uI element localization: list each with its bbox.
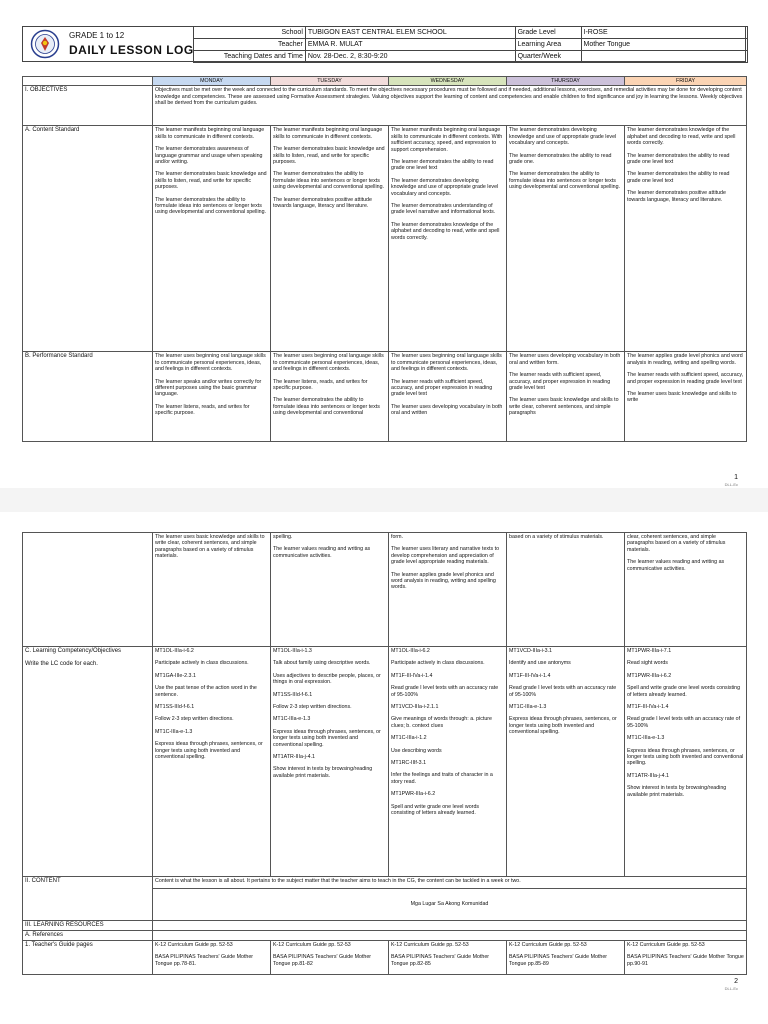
content-label: II. CONTENT xyxy=(23,877,153,921)
references-label: A. References xyxy=(23,931,153,941)
teachers-guide-mon: K-12 Curriculum Guide pp. 52-53 BASA PILIPINAS Teachers' Guide Mother Tongue pp.78-81. xyxy=(153,941,271,975)
document-page-2 xyxy=(0,512,768,1024)
dates-value: Nov. 28-Dec. 2, 8:30-9:20 xyxy=(305,51,515,63)
learning-area-value: Mother Tongue xyxy=(581,39,748,51)
performance-cont-fri: clear, coherent sentences, and simple paragraphs based on a variety of stimulus materials. The learner values reading and writing as communicative activities. xyxy=(625,533,747,647)
content-standard-fri: The learner demonstrates knowledge of the alphabet and decoding to read, write and spell words correctly. The learner demonstrates the ability to read grade one level text The learner demonstrates the ability to read grade one level text The learner demonstrates positive attitude towards language, literacy and literature. xyxy=(625,126,747,352)
references-blank xyxy=(153,931,747,941)
content-title: Mga Lugar Sa Akong Komunidad xyxy=(153,889,747,921)
page-gap xyxy=(0,488,768,512)
performance-standard-tue: The learner uses beginning oral language skills to communicate personal experiences, ideas, and feelings in different contexts. The learner listens, reads, and writes for specific purpose. The learner demonstrates the ability to formulate ideas into sentences or longer texts using developmental and conventional xyxy=(271,352,389,442)
lesson-table-page-1 xyxy=(22,76,747,442)
teacher-value: EMMA R. MULAT xyxy=(305,39,515,51)
document-title: DAILY LESSON LOG xyxy=(69,43,194,57)
school-label: School xyxy=(194,27,306,39)
day-monday: MONDAY xyxy=(153,77,271,86)
teacher-label: Teacher xyxy=(194,39,306,51)
performance-standard-wed: The learner uses beginning oral language skills to communicate personal experiences, ideas, and feelings in different contexts. The learner reads with sufficient speed, accuracy, and proper expression in reading grade level text The learner uses developing vocabulary in both oral and written xyxy=(389,352,507,442)
competency-fri: MT1PWR-IIIa-i-7.1 Read sight words MT1PWR-IIIa-i-6.2 Spell and write grade one level words consisting of letters already learned. MT1F-III-IVa-i-1.4 Read grade I level texts with an accuracy rate of 95-100% MT1C-IIIa-e-1.3 Express ideas through phrases, sentences, or longer texts using both invented and conventional spelling. MT1ATR-IIIa-j-4.1 Show interest in texts by browsing/reading available print materials. xyxy=(625,647,747,877)
objectives-text: Objectives must be met over the week and connected to the curriculum standards. To meet the objectives necessary procedures must be followed and if needed, additional lessons, exercises, and remedial activities may be done for developing content knowledge and competencies. These are assessed using Formative Assessment strategies. Valuing objectives support the learning of content and competencies and enable children to find significance and joy in learning the lessons. Weekly objectives shall be derived from the curriculum guides. xyxy=(153,86,747,126)
performance-cont-thu: based on a variety of stimulus materials. xyxy=(507,533,625,647)
school-value: TUBIGON EAST CENTRAL ELEM SCHOOL xyxy=(305,27,515,39)
content-standard-wed: The learner manifests beginning oral language skills to communicate in different contexts. With sufficient accuracy, speed, and expression to support comprehension. The learner demonstrates the ability to read grade one level text The learner demonstrates developing knowledge and use of appropriate grade level vocabulary and concepts. The learner demonstrates understanding of grade level narrative and informational texts. The learner demonstrates knowledge of the alphabet and decoding to read, write and spell words correctly. xyxy=(389,126,507,352)
content-standard-mon: The learner manifests beginning oral language skills to communicate in different contexts. The learner demonstrates awareness of language grammar and usage when speaking and/or writing. The learner demonstrates basic knowledge and skills to listen, read, and write for specific purposes. The learner demonstrates the ability to formulate ideas into sentences or longer texts using developmental and conventional spelling. xyxy=(153,126,271,352)
quarter-label: Quarter/Week xyxy=(515,51,581,63)
teachers-guide-thu: K-12 Curriculum Guide pp. 52-53 BASA PILIPINAS Teachers' Guide Mother Tongue pp.85-89 xyxy=(507,941,625,975)
performance-standard-mon: The learner uses beginning oral language skills to communicate personal experiences, ideas, and feelings in different contexts. The learner speaks and/or writes correctly for different purposes using the basic grammar language. The learner listens, reads, and writes for specific purpose. xyxy=(153,352,271,442)
objectives-row xyxy=(23,86,747,126)
competency-wed: MT1OL-IIIa-i-6.2 Participate actively in class discussions. MT1F-III-IVa-i-1.4 Read grade I level texts with an accuracy rate of 95-100% MT1VCD-IIIa-i-2.1.1 Give meanings of words through: a. picture clues; b. context clues MT1C-IIIa-i-1.2 Use describing words MT1RC-IIIf-3.1 Infer the feelings and traits of character in a story read. MT1PWR-IIIa-i-6.2 Spell and write grade one level words consisting of letters already learned. xyxy=(389,647,507,877)
performance-standard-thu: The learner uses developing vocabulary in both oral and written form. The learner reads with sufficient speed, accuracy, and proper expression in reading grade level text The learner uses basic knowledge and skills to write clear, coherent sentences, and simple paragraphs xyxy=(507,352,625,442)
grade-range: GRADE 1 to 12 xyxy=(69,31,125,40)
page-mark-2: DLL-Ec xyxy=(724,986,738,991)
content-standard-label: A. Content Standard xyxy=(23,126,153,352)
quarter-value xyxy=(581,51,748,63)
competency-tue: MT1OL-IIIa-i-1.3 Talk about family using descriptive words. Uses adjectives to describe people, places, or things in oral expression. MT1SS-IIId-f-6.1 Follow 2-3 step written directions. MT1C-IIIa-e-1.3 Express ideas through phrases, sentences, or longer texts using both invented and conventional spelling. MT1ATR-IIIa-j-4.1 Show interest in texts by browsing/reading available print materials. xyxy=(271,647,389,877)
performance-standard-fri: The learner applies grade level phonics and word analysis in reading, writing and spelling words. The learner reads with sufficient speed, accuracy, and proper expression in reading grade level text The learner uses basic knowledge and skills to write xyxy=(625,352,747,442)
day-friday: FRIDAY xyxy=(625,77,747,86)
learning-resources-blank xyxy=(153,921,747,931)
lesson-table-page-2 xyxy=(22,532,747,975)
performance-standard-row xyxy=(23,352,747,442)
performance-cont-label-cell xyxy=(23,533,153,647)
dates-label: Teaching Dates and Time xyxy=(194,51,306,63)
day-tuesday: TUESDAY xyxy=(271,77,389,86)
blank-header-cell xyxy=(23,77,153,86)
performance-cont-tue: spelling. The learner values reading and writing as communicative activities. xyxy=(271,533,389,647)
teachers-guide-label: 1. Teacher's Guide pages xyxy=(23,941,153,975)
learning-area-label: Learning Area xyxy=(515,39,581,51)
competency-mon: MT1OL-IIIa-i-6.2 Participate actively in class discussions. MT1GA-IIIe-2.3.1 Use the past tense of the action word in the sentence. MT1SS-IIId-f-6.1 Follow 2-3 step written directions. MT1C-IIIa-e-1.3 Express ideas through phrases, sentences, or longer texts using both invented and conventional spelling. xyxy=(153,647,271,877)
day-wednesday: WEDNESDAY xyxy=(389,77,507,86)
teachers-guide-fri: K-12 Curriculum Guide pp. 52-53 BASA PILIPINAS Teachers' Guide Mother Tongue pp.90-91 xyxy=(625,941,747,975)
header-info-grid xyxy=(193,26,748,63)
day-header-row xyxy=(23,77,747,86)
content-standard-tue: The learner manifests beginning oral language skills to communicate in different contexts. The learner demonstrates basic knowledge and skills to listen, read, and write for specific purposes. The learner demonstrates the ability to formulate ideas into sentences or longer texts using developmental and conventional spelling. The learner demonstrates positive attitude towards language, literacy and literature. xyxy=(271,126,389,352)
content-description-row xyxy=(23,877,747,889)
grade-level-value: I-ROSE xyxy=(581,27,748,39)
content-standard-row xyxy=(23,126,747,352)
page-mark-1: DLL-Ec xyxy=(724,482,738,487)
objectives-label: I. OBJECTIVES xyxy=(23,86,153,126)
page-number-1: 1 xyxy=(734,474,738,481)
competency-row xyxy=(23,647,747,877)
performance-cont-mon: The learner uses basic knowledge and skills to write clear, coherent sentences, and simple paragraphs based on a variety of stimulus materials. xyxy=(153,533,271,647)
day-thursday: THURSDAY xyxy=(507,77,625,86)
performance-standard-cont-row xyxy=(23,533,747,647)
references-row xyxy=(23,931,747,941)
teachers-guide-wed: K-12 Curriculum Guide pp. 52-53 BASA PILIPINAS Teachers' Guide Mother Tongue pp.82-85 xyxy=(389,941,507,975)
grade-level-label: Grade Level xyxy=(515,27,581,39)
learning-resources-row xyxy=(23,921,747,931)
teachers-guide-tue: K-12 Curriculum Guide pp. 52-53 BASA PILIPINAS Teachers' Guide Mother Tongue pp.81-82 xyxy=(271,941,389,975)
page-number-2: 2 xyxy=(734,978,738,985)
deped-seal-icon xyxy=(25,29,65,59)
performance-cont-wed: form. The learner uses literary and narrative texts to develop comprehension and appreciation of grade level appropriate reading materials. The learner applies grade level phonics and word analysis in reading, writing and spelling words. xyxy=(389,533,507,647)
document-page-1 xyxy=(0,0,768,488)
lesson-log-header xyxy=(22,26,746,62)
performance-standard-label: B. Performance Standard xyxy=(23,352,153,442)
competency-label: C. Learning Competency/Objectives Write the LC code for each. xyxy=(23,647,153,877)
learning-resources-label: III. LEARNING RESOURCES xyxy=(23,921,153,931)
teachers-guide-row xyxy=(23,941,747,975)
content-standard-thu: The learner demonstrates developing knowledge and use of appropriate grade level vocabulary and concepts. The learner demonstrates the ability to read grade one. The learner demonstrates the ability to formulate ideas into sentences or longer texts using developmental and conventional spelling. xyxy=(507,126,625,352)
competency-thu: MT1VCD-IIIa-i-3.1 Identify and use antonyms MT1F-III-IVa-i-1.4 Read grade I level texts with an accuracy rate of 95-100% MT1C-IIIa-e-1.3 Express ideas through phrases, sentences, or longer texts using both invented and conventional spelling. xyxy=(507,647,625,877)
content-description: Content is what the lesson is all about. It pertains to the subject matter that the teacher aims to teach in the CG, the content can be tackled in a week or two. xyxy=(153,877,747,889)
